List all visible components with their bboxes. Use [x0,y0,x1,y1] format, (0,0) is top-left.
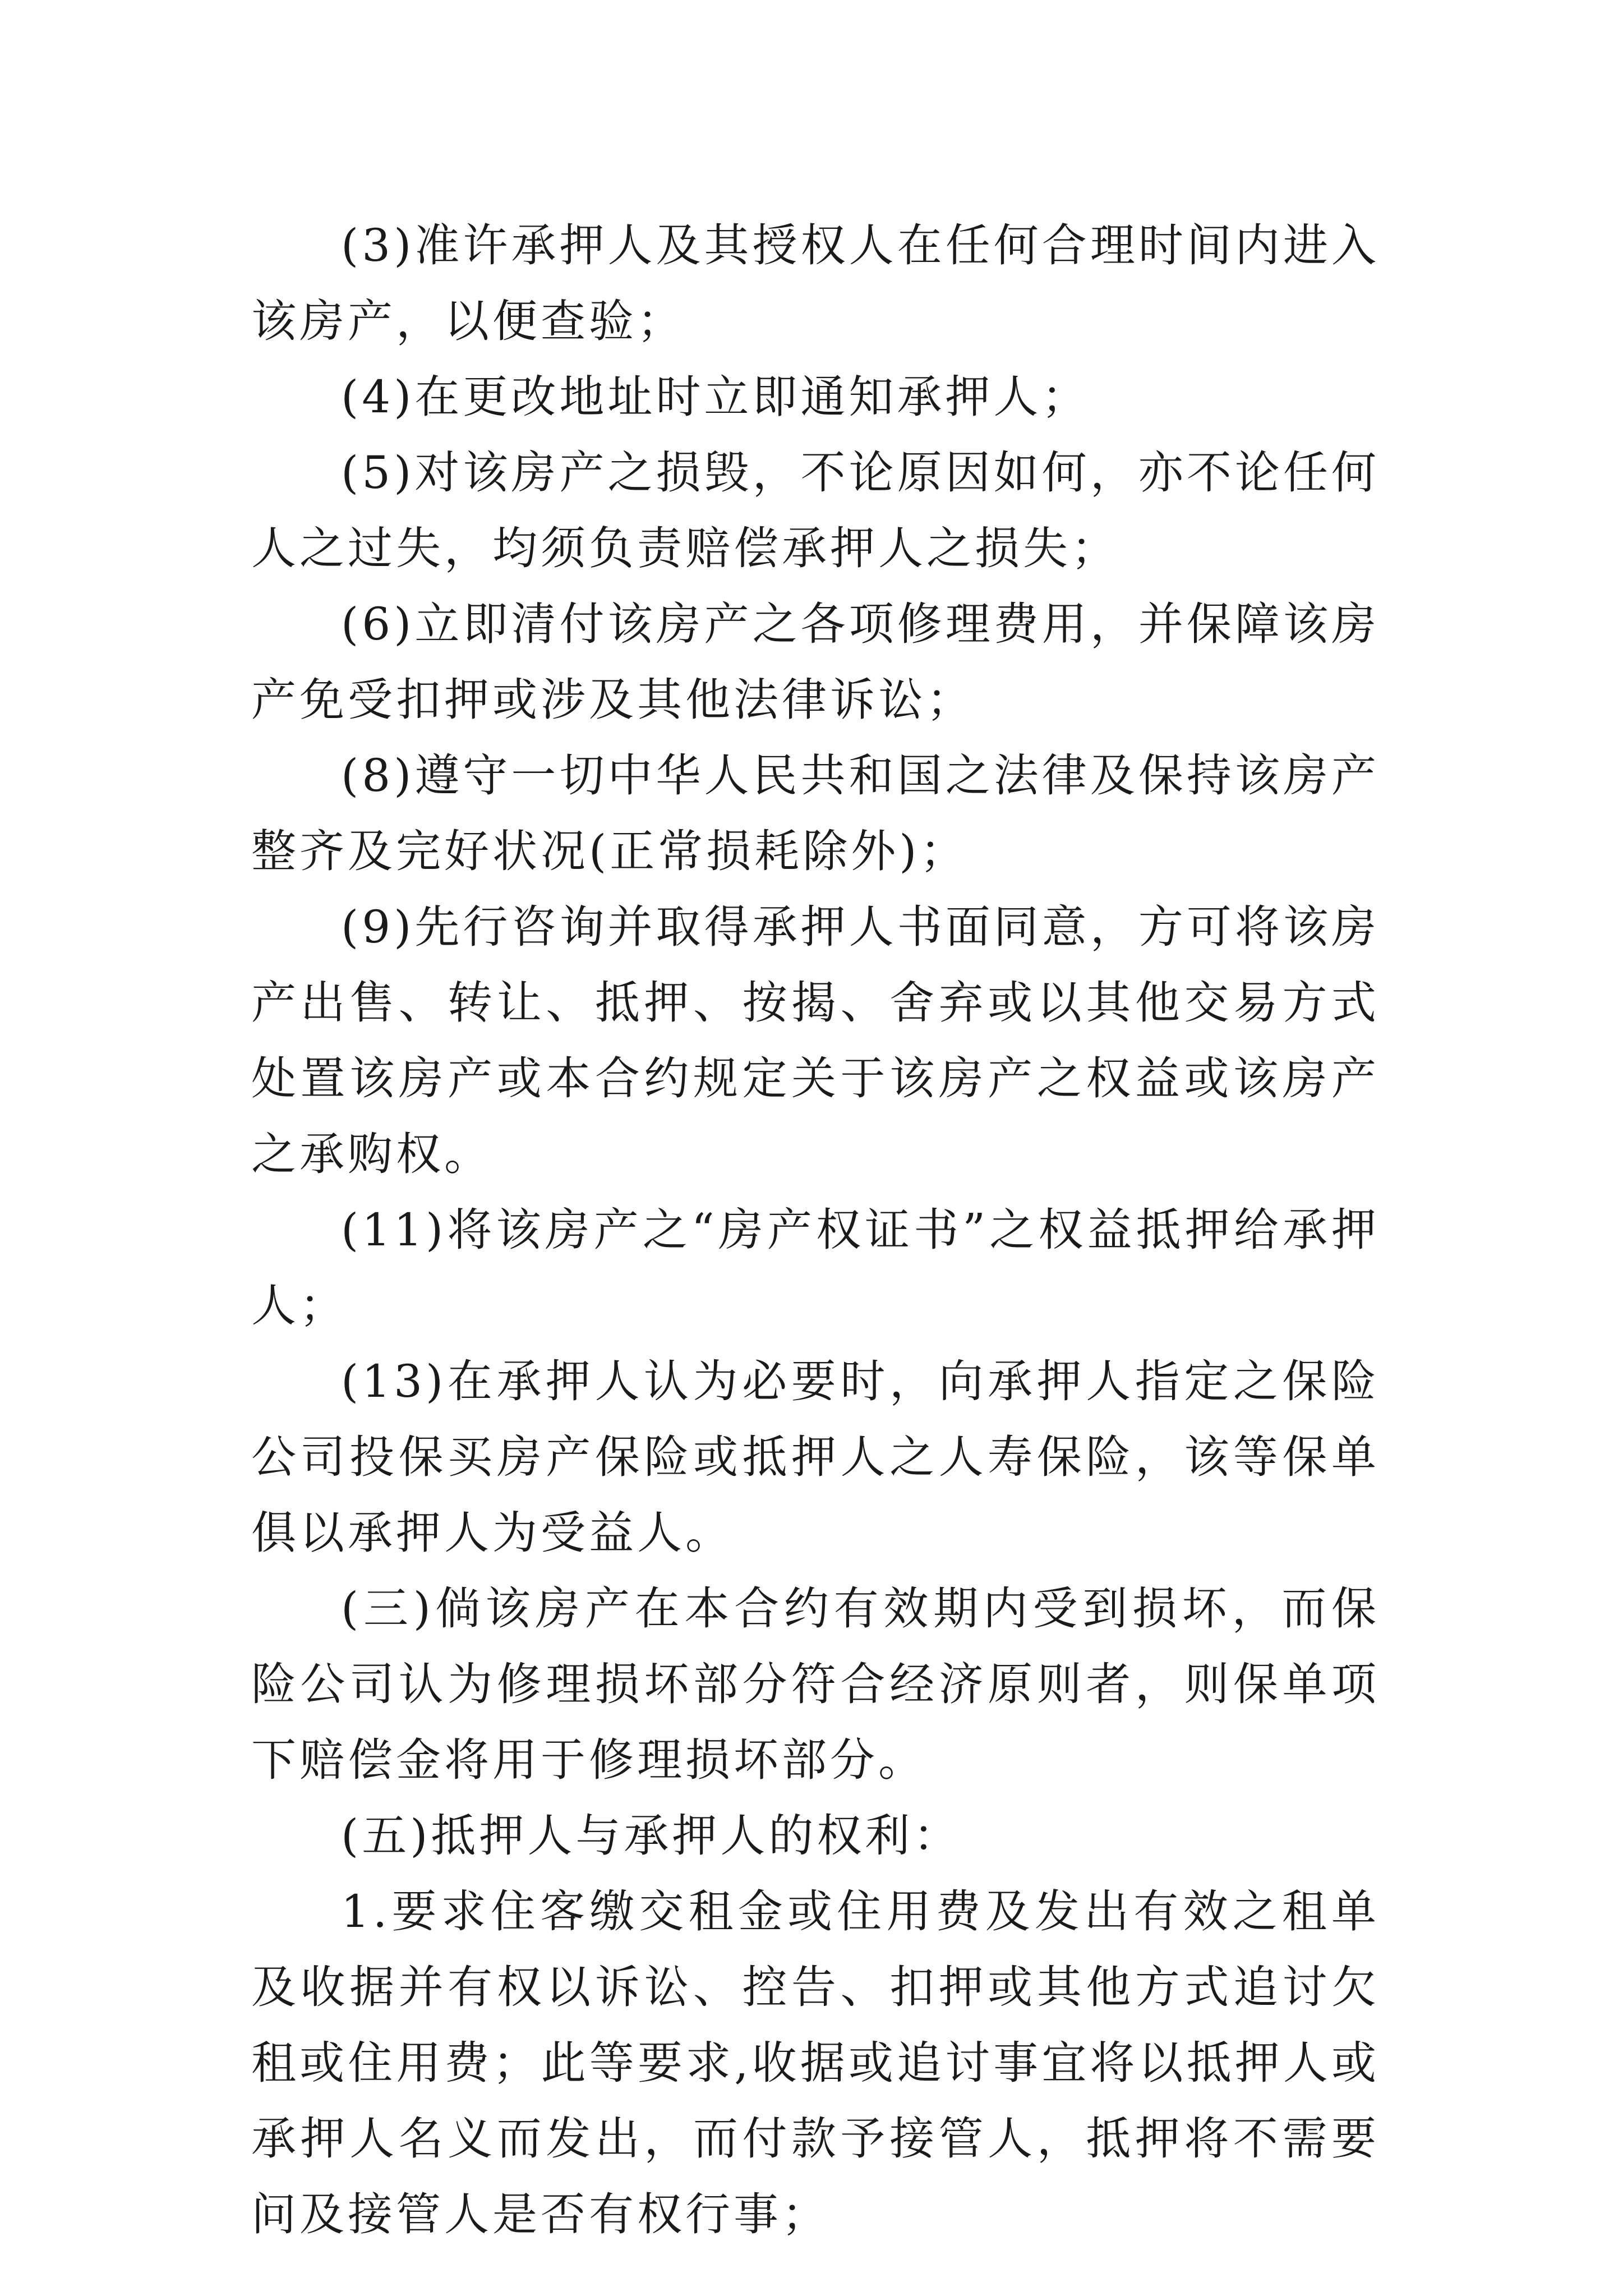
paragraph-clause-5: (5)对该房产之损毁，不论原因如何，亦不论任何人之过失，均须负责赔偿承押人之损失； [251,447,1380,574]
paragraph-clause-8: (8)遵守一切中华人民共和国之法律及保持该房产整齐及完好状况(正常损耗除外)； [251,749,1380,877]
paragraph-clause-3: (3)准许承押人及其授权人在任何合理时间内进入该房产，以便查验； [251,219,1380,347]
paragraph-clause-13: (13)在承押人认为必要时，向承押人指定之保险公司投保买房产保险或抵押人之人寿保险，该等保单俱以承押人为受益人。 [251,1355,1380,1559]
paragraph-clause-11: (11)将该房产之“房产权证书”之权益抵押给承押人； [251,1204,1380,1332]
paragraph-clause-4: (4)在更改地址时立即通知承押人； [341,371,1090,423]
paragraph-section-5-heading: (五)抵押人与承押人的权利： [341,1810,962,1862]
paragraph-clause-6: (6)立即清付该房产之各项修理费用，并保障该房产免受扣押或涉及其他法律诉讼； [251,598,1380,726]
paragraph-clause-9: (9)先行咨询并取得承押人书面同意，方可将该房产出售、转让、抵押、按揭、舍弃或以其他交易方式处置该房产或本合约规定关于该房产之权益或该房产之承购权。 [251,901,1380,1180]
paragraph-section-3: (三)倘该房产在本合约有效期内受到损坏，而保险公司认为修理损坏部分符合经济原则者，则保单项下赔偿金将用于修理损坏部分。 [251,1582,1380,1786]
document-body [251,208,1380,2252]
paragraph-right-1: 1.要求住客缴交租金或住用费及发出有效之租单及收据并有权以诉讼、控告、扣押或其他方式追讨欠租或住用费；此等要求,收据或追讨事宜将以抵押人或承押人名义而发出，而付款予接管人，抵押将不需要问及接管人是否有权行事； [251,1885,1380,2240]
